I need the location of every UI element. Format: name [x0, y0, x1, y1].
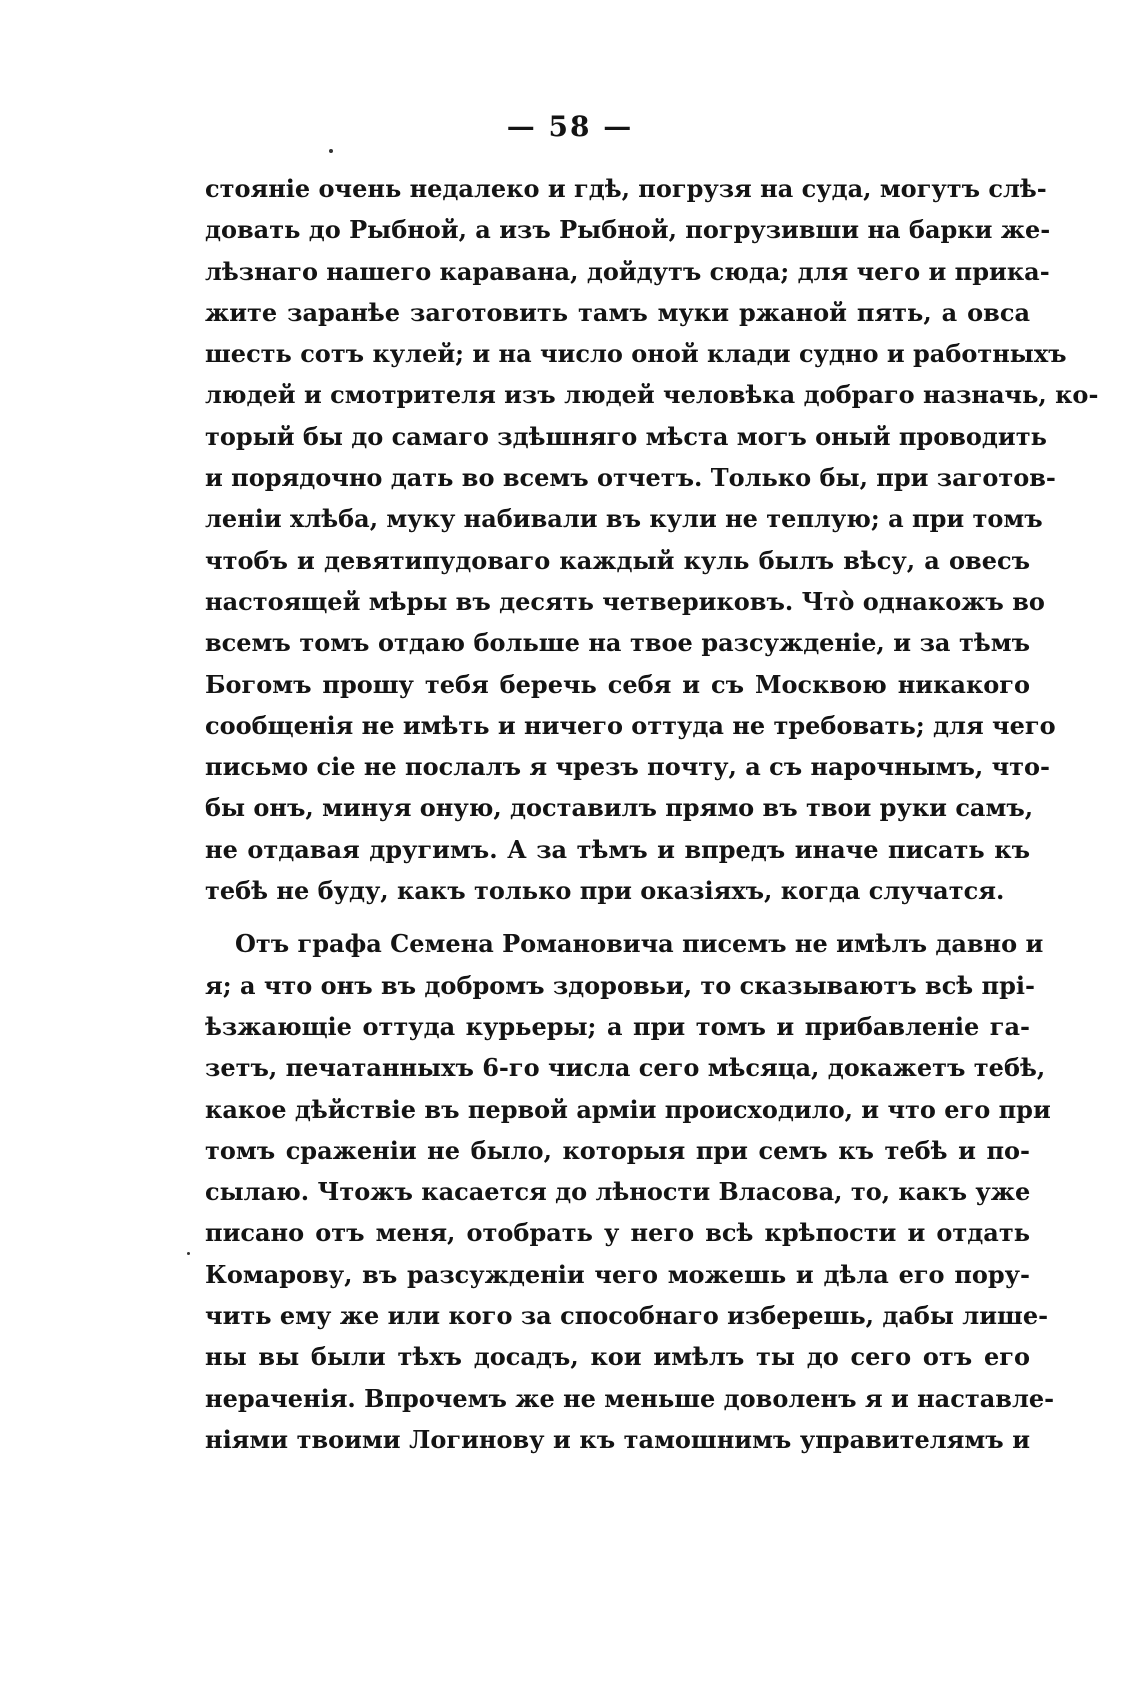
text-line: чить ему же или кого за способнаго изберешь, дабы лише-: [205, 1301, 1049, 1331]
text-line: всемъ томъ отдаю больше на твое разсужденіе, и за тѣмъ: [205, 628, 1030, 658]
text-line: и порядочно дать во всемъ отчетъ. Только бы, при заготов-: [205, 463, 1056, 493]
text-line: сообщенія не имѣть и ничего оттуда не требовать; для чего: [205, 710, 1056, 740]
paragraph-1: [205, 168, 1099, 911]
text-line: письмо сіе не послалъ я чрезъ почту, а съ нарочнымъ, что-: [205, 752, 1051, 782]
ink-speck: [329, 149, 333, 153]
text-line: Отъ графа Семена Романовича писемъ не имѣлъ давно и: [235, 929, 1044, 959]
text-line: Богомъ прошу тебя беречь себя и съ Москвою никакого: [205, 669, 1030, 699]
text-line: нераченія. Впрочемъ же не меньше доволенъ я и наставле-: [205, 1383, 1055, 1413]
text-line: бы онъ, минуя оную, доставилъ прямо въ твои руки самъ,: [205, 793, 1034, 823]
text-line: томъ сраженіи не было, которыя при семъ къ тебѣ и по-: [205, 1135, 1030, 1165]
ink-speck: [187, 1252, 190, 1255]
text-line: шесть сотъ кулей; и на число оной клади судно и работныхъ: [205, 339, 1067, 369]
body-text: [205, 168, 1099, 1460]
text-line: тебѣ не буду, какъ только при оказіяхъ, когда случатся.: [205, 876, 1005, 906]
text-line: людей и смотрителя изъ людей человѣка добраго назначь, ко-: [205, 380, 1099, 410]
text-line: довать до Рыбной, а изъ Рыбной, погрузивши на барки же-: [205, 215, 1051, 245]
text-line: сылаю. Чтожъ касается до лѣности Власова, то, какъ уже: [205, 1177, 1031, 1207]
text-line: какое дѣйствіе въ первой арміи происходило, и что его при: [205, 1094, 1051, 1124]
text-line: не отдавая другимъ. А за тѣмъ и впредъ иначе писать къ: [205, 834, 1030, 864]
text-line: лѣзнаго нашего каравана, дойдутъ сюда; для чего и прика-: [205, 256, 1050, 286]
text-line: настоящей мѣры въ десять четвериковъ. Чтò однакожъ во: [205, 586, 1045, 616]
paragraph-gap: [205, 911, 1030, 923]
text-line: торый бы до самаго здѣшняго мѣста могъ оный проводить: [205, 421, 1047, 451]
text-line: зетъ, печатанныхъ 6-го числа сего мѣсяца, докажетъ тебѣ,: [205, 1053, 1046, 1083]
text-line: ны вы были тѣхъ досадъ, кои имѣлъ ты до сего отъ его: [205, 1342, 1030, 1372]
text-line: стояніе очень недалеко и гдѣ, погрузя на суда, могутъ слѣ-: [205, 174, 1047, 203]
text-line: ѣзжающіе оттуда курьеры; а при томъ и прибавленіе га-: [205, 1011, 1030, 1041]
text-line: чтобъ и девятипудоваго каждый куль былъ вѣсу, а овесъ: [205, 545, 1030, 575]
text-line: леніи хлѣба, муку набивали въ кули не теплую; а при томъ: [205, 504, 1043, 534]
text-line: жите заранѣе заготовить тамъ муки ржаной пять, а овса: [205, 297, 1030, 327]
page-number: — 58 —: [506, 110, 634, 143]
text-line: ніями твоими Логинову и къ тамошнимъ управителямъ и: [205, 1424, 1030, 1454]
text-line: я; а что онъ въ добромъ здоровьи, то сказываютъ всѣ прі-: [205, 970, 1035, 1000]
text-line: писано отъ меня, отобрать у него всѣ крѣпости и отдать: [205, 1218, 1030, 1248]
text-line: Комарову, въ разсужденіи чего можешь и дѣла его пору-: [205, 1259, 1030, 1289]
paragraph-2: [205, 923, 1055, 1460]
